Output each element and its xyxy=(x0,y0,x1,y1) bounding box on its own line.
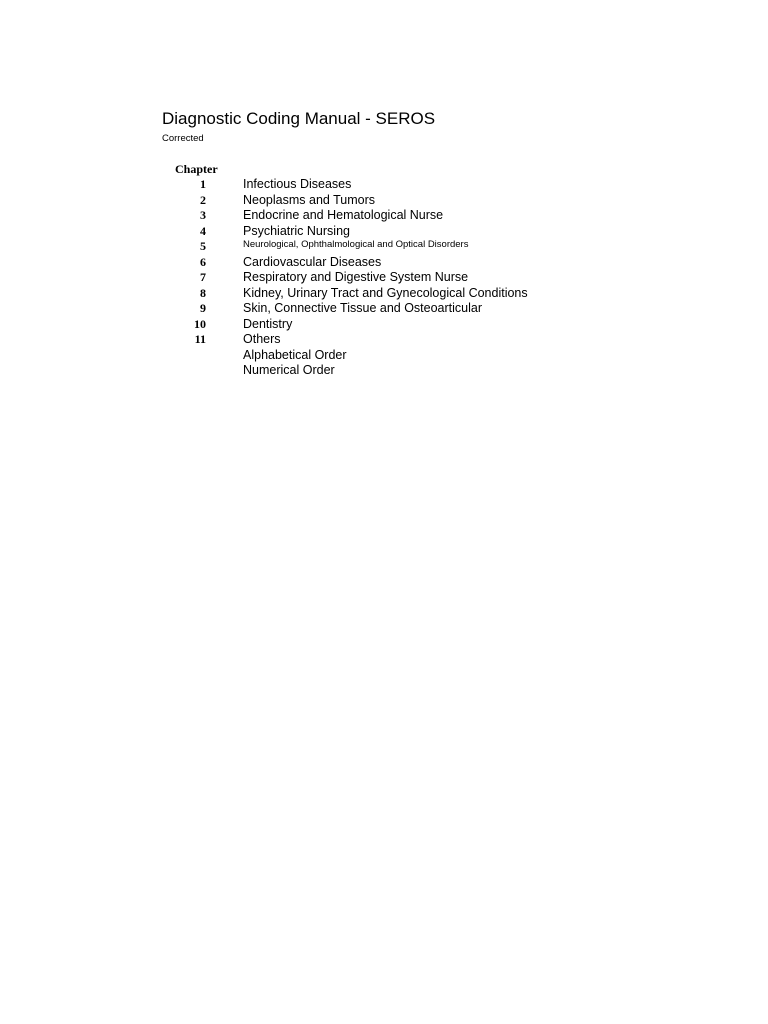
chapter-number: 9 xyxy=(200,301,206,315)
chapter-title: Psychiatric Nursing xyxy=(243,223,350,238)
chapter-number: 11 xyxy=(194,332,206,346)
toc-item xyxy=(162,362,612,378)
toc-item xyxy=(162,207,612,223)
chapter-title: Cardiovascular Diseases xyxy=(243,254,382,269)
toc-item xyxy=(162,254,612,270)
chapter-title: Endocrine and Hematological Nurse xyxy=(243,208,444,222)
chapter-title: Neurological, Ophthalmological and Optical Disorders xyxy=(243,239,469,250)
page-title: Diagnostic Coding Manual - SEROS xyxy=(162,109,436,128)
toc-item xyxy=(162,238,612,254)
chapter-number: 5 xyxy=(200,239,206,253)
chapter-number: 7 xyxy=(200,270,206,284)
toc-item xyxy=(162,300,612,316)
toc-item xyxy=(162,316,612,332)
toc-item xyxy=(162,192,612,208)
chapter-title: Kidney, Urinary Tract and Gynecological Conditions xyxy=(243,285,528,300)
toc-item xyxy=(162,331,612,347)
chapter-title: Neoplasms and Tumors xyxy=(243,192,376,207)
chapter-title: Skin, Connective Tissue and Osteoarticular xyxy=(243,301,483,315)
page-subtitle: Corrected xyxy=(162,133,204,144)
chapter-title: Dentistry xyxy=(243,316,293,331)
toc-item xyxy=(162,176,612,192)
toc-item xyxy=(162,269,612,285)
toc-item xyxy=(162,347,612,363)
index-title: Numerical Order xyxy=(243,363,335,377)
chapter-number: 3 xyxy=(200,208,206,222)
chapter-number: 1 xyxy=(200,177,206,191)
table-of-contents xyxy=(162,176,612,378)
chapter-column-header: Chapter xyxy=(175,162,218,176)
index-title: Alphabetical Order xyxy=(243,347,347,362)
chapter-number: 10 xyxy=(194,316,206,331)
chapter-title: Infectious Diseases xyxy=(243,177,352,191)
toc-item xyxy=(162,285,612,301)
chapter-number: 8 xyxy=(200,285,206,300)
chapter-title: Respiratory and Digestive System Nurse xyxy=(243,270,469,284)
chapter-title: Others xyxy=(243,332,281,346)
chapter-number: 2 xyxy=(200,192,206,207)
chapter-number: 4 xyxy=(200,223,206,238)
toc-item xyxy=(162,223,612,239)
chapter-number: 6 xyxy=(200,254,206,269)
